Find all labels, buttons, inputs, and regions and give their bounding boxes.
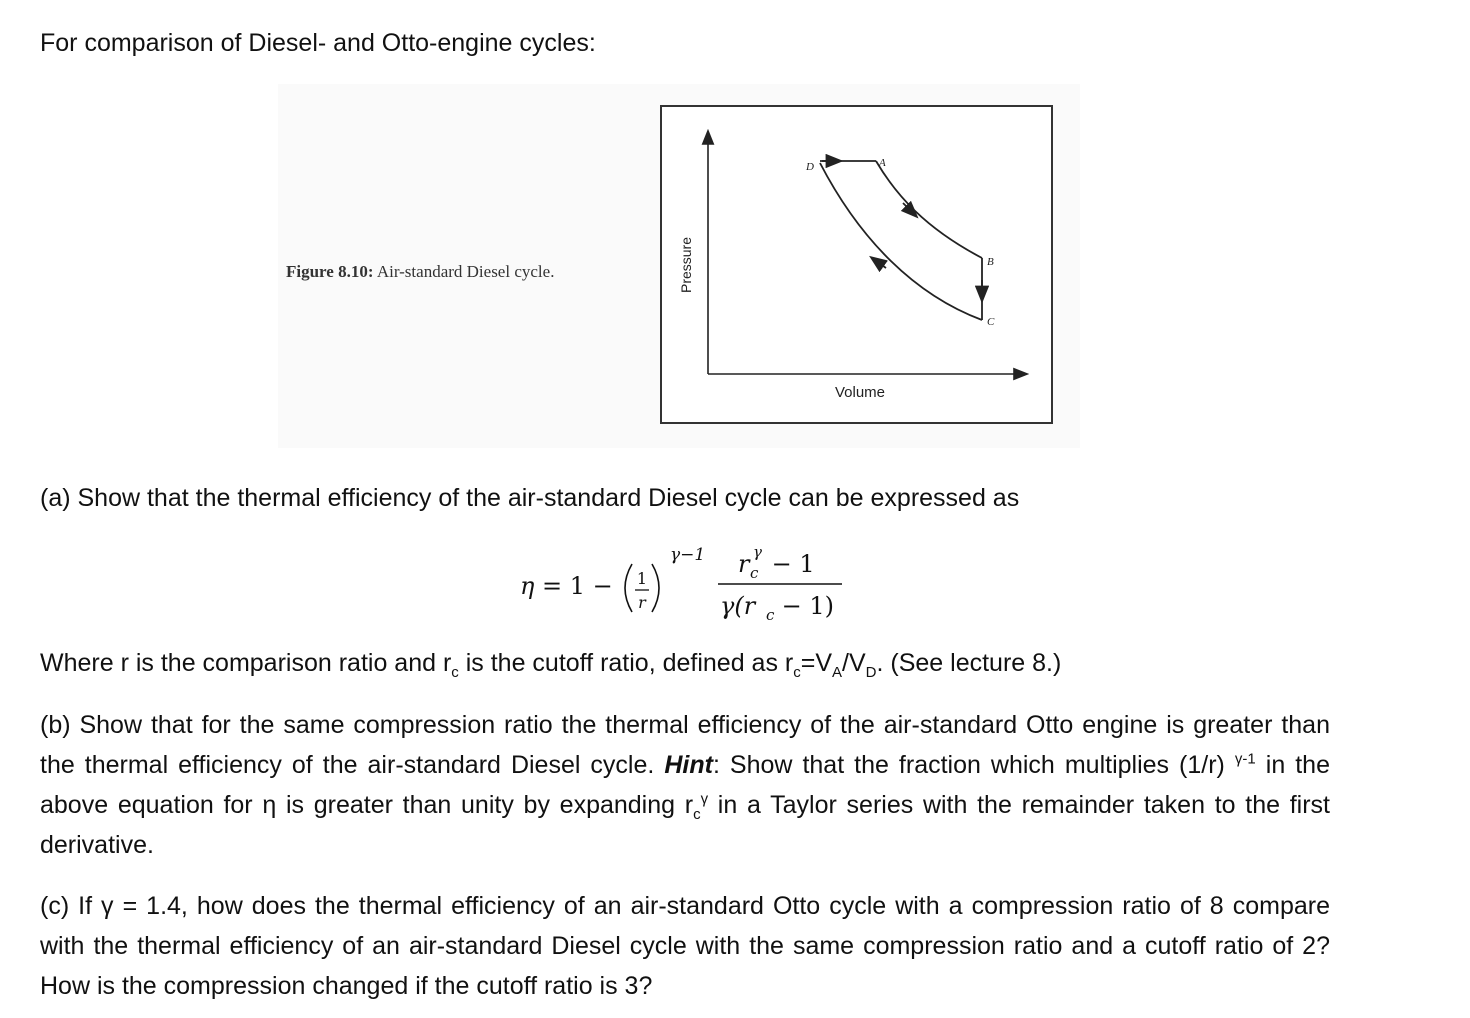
point-d-label: D [806, 161, 814, 173]
numerator-r: r [738, 550, 750, 578]
subscript: D [865, 664, 877, 681]
fraction-r: r [638, 593, 646, 612]
subscript: c [451, 664, 459, 681]
superscript: γ-1 [1234, 750, 1256, 768]
denominator-tail: − 1) [774, 592, 834, 620]
eta-symbol: η [520, 572, 535, 600]
definition-part: . (See lecture 8.) [876, 649, 1062, 677]
part-b-segment: in a Taylor series with the remainder taken to the first derivative. [40, 791, 1331, 859]
part-b-text [40, 705, 1330, 865]
definition-part: Where r is the comparison ratio and r [40, 649, 452, 677]
equals-one-minus: = 1 − [542, 572, 613, 600]
point-b-label: B [987, 256, 994, 268]
pressure-axis-label: Pressure [678, 236, 694, 294]
part-b-segment: in the above equation for η is greater than unity by expanding r [40, 751, 1330, 819]
definition-text [40, 643, 1330, 683]
point-a-label: A [879, 157, 886, 169]
definition-part: =V [800, 649, 833, 677]
numerator-sub-c: c [750, 564, 759, 582]
numerator-tail: − 1 [764, 550, 815, 578]
exponent: γ−1 [670, 545, 706, 565]
definition-part: /V [842, 649, 866, 677]
subscript: A [832, 664, 843, 681]
point-c-label: C [987, 316, 995, 328]
part-b-segment: : Show that the fraction which multiplies (1/r) [712, 751, 1235, 779]
volume-axis-label: Volume [834, 384, 886, 401]
part-a-text: (a) Show that the thermal efficiency of the air-standard Diesel cycle can be expressed as [40, 484, 1020, 512]
superscript: γ [700, 790, 709, 808]
subscript: c [693, 806, 701, 823]
figure-caption-text: Air-standard Diesel cycle. [376, 262, 555, 281]
part-c-text: (c) If γ = 1.4, how does the thermal efficiency of an air-standard Otto cycle with a compression ratio of 8 compare with the thermal efficiency of an air-standard Diesel cycle with the same compression ratio and a cutoff ratio of 2? How is the compression changed if the cutoff ratio is 3? [40, 892, 1330, 1000]
subscript: c [793, 664, 801, 681]
diesel-cycle-diagram [0, 0, 1470, 470]
fraction-one: 1 [636, 569, 648, 588]
hint-label: Hint [664, 751, 713, 779]
left-paren [625, 564, 632, 612]
numerator-sup-gamma: γ [753, 543, 762, 561]
right-paren [652, 564, 659, 612]
figure-caption-label: Figure 8.10: [286, 262, 374, 281]
efficiency-equation [520, 538, 860, 624]
definition-part: is the cutoff ratio, defined as r [458, 649, 794, 677]
denominator-start: γ(r [720, 592, 756, 620]
denominator-sub-c: c [766, 606, 775, 624]
part-b-segment: (b) Show that for the same compression ratio the thermal efficiency of the air-standard Otto engine is greater than the thermal efficiency of the air-standard Diesel cycle. [40, 711, 1330, 779]
intro-text: For comparison of Diesel- and Otto-engine cycles: [40, 29, 596, 57]
